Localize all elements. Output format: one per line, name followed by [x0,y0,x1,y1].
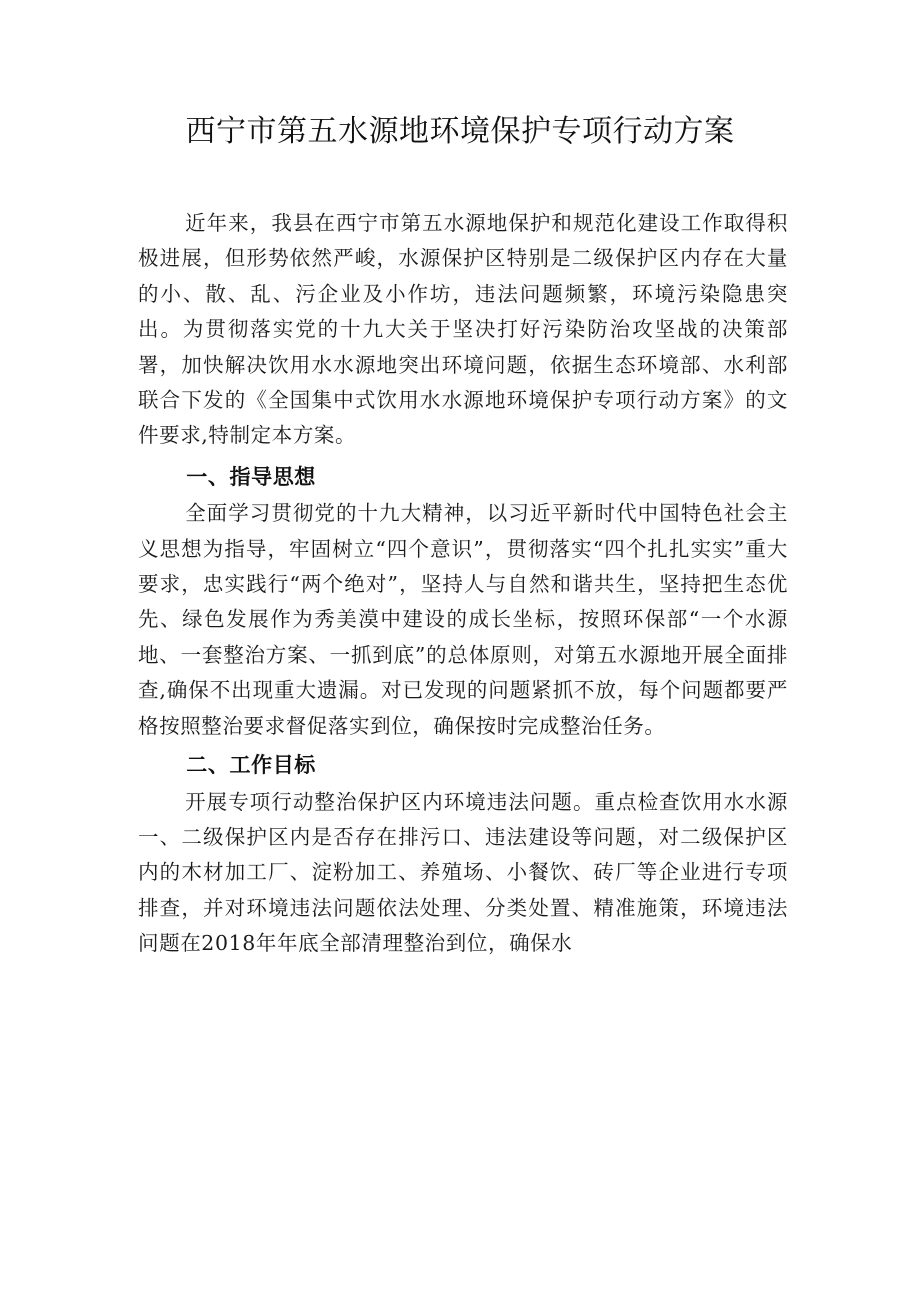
intro-paragraph: 近年来，我县在西宁市第五水源地保护和规范化建设工作取得积极进展，但形势依然严峻，水源保护区特别是二级保护区内存在大量的小、散、乱、污企业及小作坊，违法问题频繁，环境污染隐患突出。为贯彻落实党的十九大关于坚决打好污染防治攻坚战的决策部署，加快解决饮用水水源地突出环境问题，依据生态环境部、水利部联合下发的《全国集中式饮用水水源地环境保护专项行动方案》的文件要求,特制定本方案。 [138,211,788,448]
section-heading-work-goals: 二、工作目标 [186,753,316,778]
section-heading-guiding-ideology: 一、指导思想 [186,464,316,489]
document-title: 西宁市第五水源地环境保护专项行动方案 [185,114,735,149]
document-body [138,206,788,962]
section-paragraph-work-goals: 开展专项行动整治保护区内环境违法问题。重点检查饮用水水源一、二级保护区内是否存在排污口、违法建设等问题，对二级保护区内的木材加工厂、淀粉加工、养殖场、小餐饮、砖厂等企业进行专项排查，并对环境违法问题依法处理、分类处置、精准施策，环境违法问题在2018年年底全部清理整治到位，确保水 [138,789,788,956]
section-paragraph-guiding-ideology: 全面学习贯彻党的十九大精神，以习近平新时代中国特色社会主义思想为指导，牢固树立“四个意识”，贯彻落实“四个扎扎实实”重大要求，忠实践行“两个绝对”，坚持人与自然和谐共生，坚持把生态优先、绿色发展作为秀美漠中建设的成长坐标，按照环保部“一个水源地、一套整治方案、一抓到底”的总体原则，对第五水源地开展全面排查,确保不出现重大遗漏。对已发现的问题紧抓不放，每个问题都要严格按照整治要求督促落实到位，确保按时完成整治任务。 [138,501,788,738]
